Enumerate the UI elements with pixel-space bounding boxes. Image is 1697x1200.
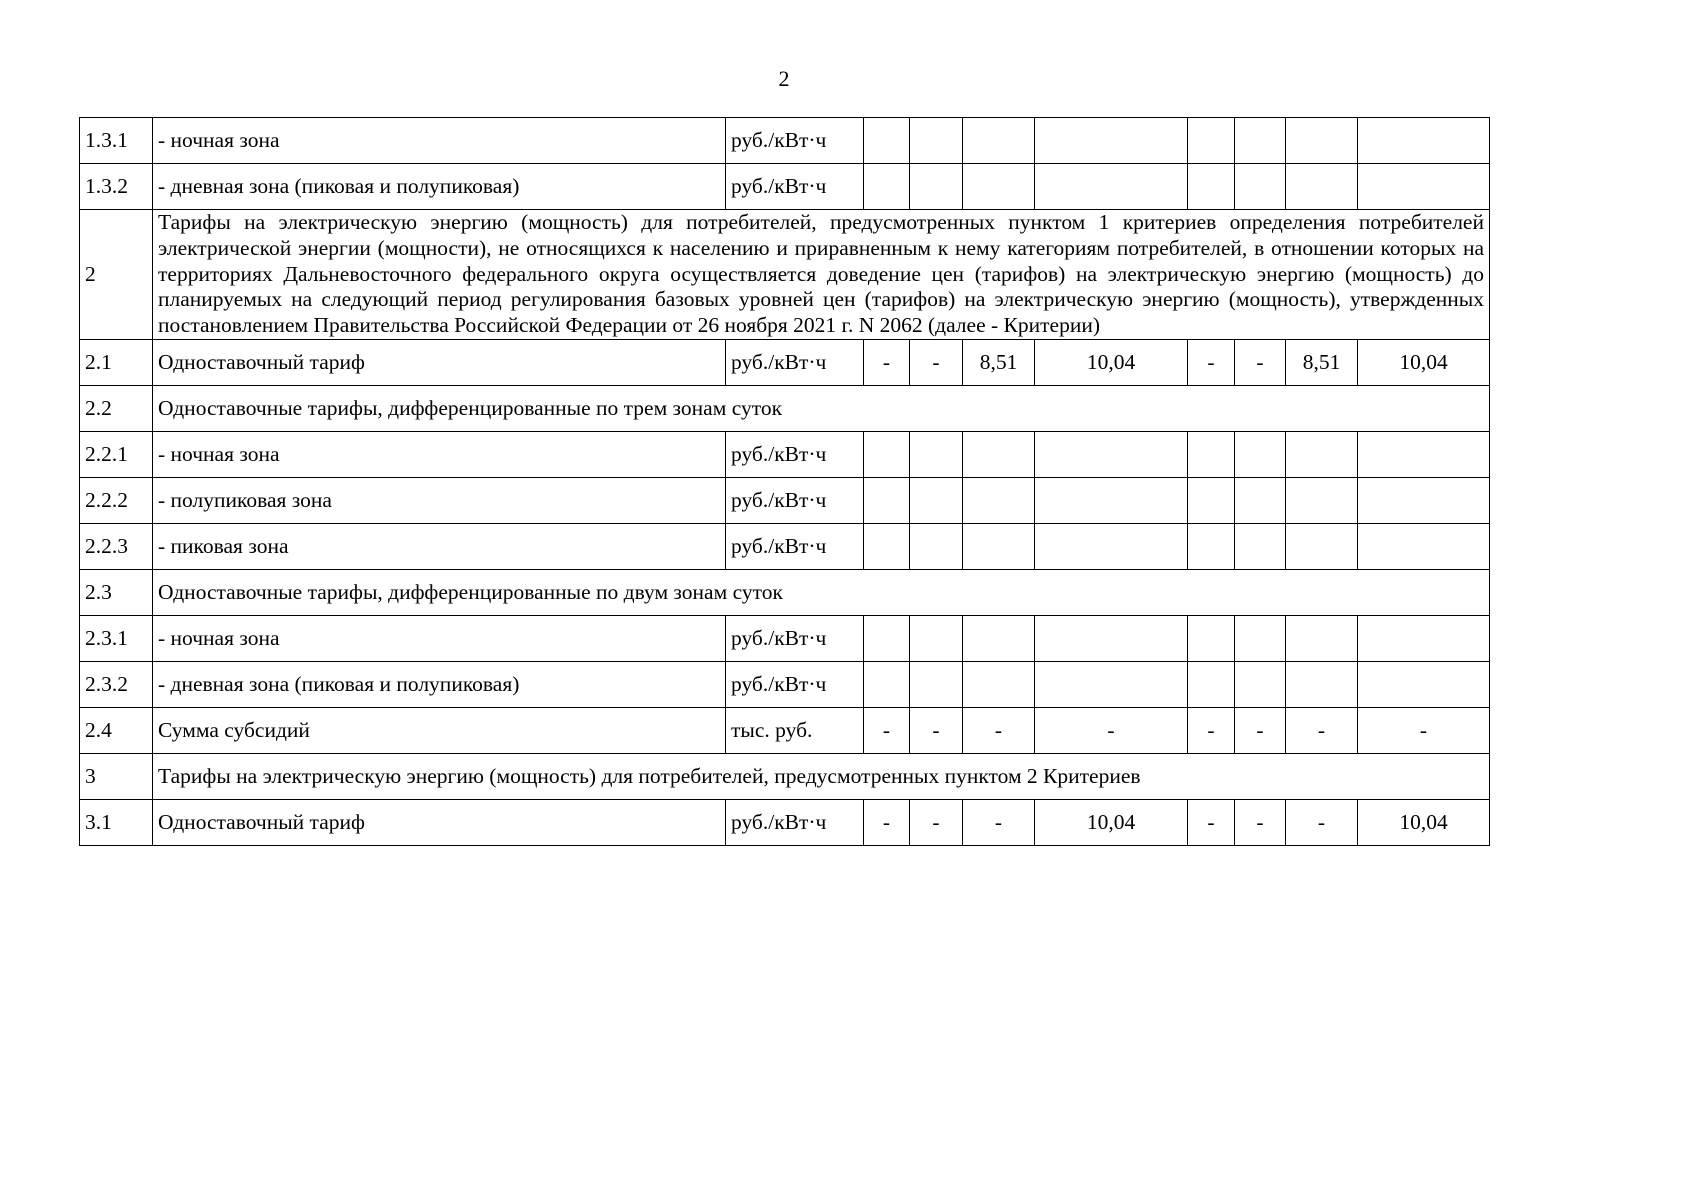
value-cell <box>1358 164 1490 210</box>
table-row <box>80 753 1490 799</box>
section-heading: Одноставочные тарифы, дифференцированные по трем зонам суток <box>153 385 1490 431</box>
value-cell: - <box>1235 799 1286 845</box>
row-unit: руб./кВт·ч <box>726 339 864 385</box>
value-cell <box>910 477 963 523</box>
value-cell <box>910 118 963 164</box>
value-cell <box>1235 615 1286 661</box>
value-cell <box>963 523 1035 569</box>
row-unit: руб./кВт·ч <box>726 661 864 707</box>
table-row <box>80 118 1490 164</box>
section-heading: Тарифы на электрическую энергию (мощность) для потребителей, предусмотренных пунктом 2 Критериев <box>153 753 1490 799</box>
table-row <box>80 661 1490 707</box>
value-cell <box>910 164 963 210</box>
row-number: 2 <box>80 210 153 340</box>
value-cell <box>963 661 1035 707</box>
page-number: 2 <box>778 66 790 91</box>
value-cell: - <box>910 799 963 845</box>
value-cell <box>1035 118 1188 164</box>
row-number: 2.4 <box>80 707 153 753</box>
row-number: 3.1 <box>80 799 153 845</box>
value-cell <box>1358 431 1490 477</box>
value-cell <box>864 477 910 523</box>
table-row <box>80 569 1490 615</box>
row-name: - ночная зона <box>153 615 726 661</box>
row-number: 1.3.2 <box>80 164 153 210</box>
value-cell <box>1235 431 1286 477</box>
row-number: 2.3.2 <box>80 661 153 707</box>
value-cell: - <box>1235 707 1286 753</box>
value-cell: - <box>864 339 910 385</box>
row-unit: руб./кВт·ч <box>726 118 864 164</box>
row-number: 2.3.1 <box>80 615 153 661</box>
value-cell <box>1286 431 1358 477</box>
row-name: - ночная зона <box>153 431 726 477</box>
value-cell <box>1235 523 1286 569</box>
value-cell <box>1235 477 1286 523</box>
table-row <box>80 164 1490 210</box>
tariff-table <box>79 117 1490 846</box>
value-cell: - <box>1188 339 1235 385</box>
value-cell <box>1188 477 1235 523</box>
table-row <box>80 339 1490 385</box>
value-cell <box>963 431 1035 477</box>
value-cell: - <box>1188 799 1235 845</box>
section-description: Тарифы на электрическую энергию (мощность) для потребителей, предусмотренных пунктом 1 критериев определения потребителей электрической энергии (мощности), не относящихся к населению и приравненным к нему категориям потребителей, в отношении которых на территориях Дальневосточного федерального округа осуществляется доведение цен (тарифов) на электрическую энергию (мощность) до планируемых на следующий период регулирования базовых уровней цен (тарифов) на электрическую энергию (мощность), утвержденных постановлением Правительства Российской Федерации от 26 ноября 2021 г. N 2062 (далее - Критерии) <box>153 210 1490 340</box>
row-name: Сумма субсидий <box>153 707 726 753</box>
table-row <box>80 707 1490 753</box>
value-cell: - <box>1286 799 1358 845</box>
row-name: - дневная зона (пиковая и полупиковая) <box>153 661 726 707</box>
value-cell <box>963 477 1035 523</box>
value-cell: 10,04 <box>1358 339 1490 385</box>
row-unit: руб./кВт·ч <box>726 615 864 661</box>
value-cell <box>1358 615 1490 661</box>
value-cell: 8,51 <box>1286 339 1358 385</box>
row-number: 2.1 <box>80 339 153 385</box>
value-cell <box>1235 661 1286 707</box>
value-cell <box>910 661 963 707</box>
value-cell: 10,04 <box>1035 799 1188 845</box>
table-row <box>80 799 1490 845</box>
row-unit: руб./кВт·ч <box>726 431 864 477</box>
value-cell: - <box>963 799 1035 845</box>
table-row <box>80 523 1490 569</box>
value-cell <box>1035 431 1188 477</box>
value-cell <box>1035 615 1188 661</box>
value-cell <box>1188 523 1235 569</box>
row-name: - полупиковая зона <box>153 477 726 523</box>
row-unit: руб./кВт·ч <box>726 164 864 210</box>
value-cell: - <box>864 799 910 845</box>
value-cell: - <box>1235 339 1286 385</box>
value-cell <box>864 615 910 661</box>
value-cell <box>1188 164 1235 210</box>
value-cell: 10,04 <box>1358 799 1490 845</box>
row-name: - пиковая зона <box>153 523 726 569</box>
row-name: Одноставочный тариф <box>153 339 726 385</box>
value-cell <box>1358 118 1490 164</box>
row-number: 2.2.2 <box>80 477 153 523</box>
table-row <box>80 385 1490 431</box>
section-heading: Одноставочные тарифы, дифференцированные по двум зонам суток <box>153 569 1490 615</box>
value-cell: - <box>1286 707 1358 753</box>
value-cell: - <box>1358 707 1490 753</box>
value-cell <box>963 615 1035 661</box>
value-cell <box>864 431 910 477</box>
value-cell <box>1035 164 1188 210</box>
value-cell <box>1035 477 1188 523</box>
value-cell <box>1188 431 1235 477</box>
value-cell: - <box>910 339 963 385</box>
table-row <box>80 615 1490 661</box>
row-number: 3 <box>80 753 153 799</box>
row-name: - дневная зона (пиковая и полупиковая) <box>153 164 726 210</box>
row-unit: руб./кВт·ч <box>726 523 864 569</box>
row-unit: руб./кВт·ч <box>726 477 864 523</box>
value-cell <box>1286 661 1358 707</box>
row-number: 2.3 <box>80 569 153 615</box>
value-cell <box>1358 523 1490 569</box>
value-cell <box>1286 615 1358 661</box>
value-cell <box>1035 523 1188 569</box>
row-name: Одноставочный тариф <box>153 799 726 845</box>
value-cell <box>864 523 910 569</box>
value-cell <box>1235 164 1286 210</box>
row-number: 2.2.3 <box>80 523 153 569</box>
value-cell <box>963 164 1035 210</box>
value-cell <box>963 118 1035 164</box>
row-number: 2.2 <box>80 385 153 431</box>
value-cell <box>1286 164 1358 210</box>
value-cell <box>1286 118 1358 164</box>
value-cell: - <box>864 707 910 753</box>
value-cell: 10,04 <box>1035 339 1188 385</box>
table-row <box>80 210 1490 340</box>
value-cell <box>1188 661 1235 707</box>
value-cell <box>910 523 963 569</box>
row-number: 2.2.1 <box>80 431 153 477</box>
value-cell <box>1286 477 1358 523</box>
value-cell <box>864 164 910 210</box>
value-cell: - <box>1035 707 1188 753</box>
value-cell <box>1358 661 1490 707</box>
row-name: - ночная зона <box>153 118 726 164</box>
table-row <box>80 477 1490 523</box>
value-cell <box>864 118 910 164</box>
value-cell: - <box>963 707 1035 753</box>
value-cell <box>1286 523 1358 569</box>
value-cell <box>910 431 963 477</box>
row-unit: руб./кВт·ч <box>726 799 864 845</box>
value-cell <box>1035 661 1188 707</box>
value-cell <box>1188 615 1235 661</box>
value-cell <box>864 661 910 707</box>
value-cell <box>1188 118 1235 164</box>
row-number: 1.3.1 <box>80 118 153 164</box>
value-cell: - <box>910 707 963 753</box>
value-cell <box>1235 118 1286 164</box>
value-cell <box>910 615 963 661</box>
value-cell: 8,51 <box>963 339 1035 385</box>
table-row <box>80 431 1490 477</box>
row-unit: тыс. руб. <box>726 707 864 753</box>
value-cell: - <box>1188 707 1235 753</box>
value-cell <box>1358 477 1490 523</box>
